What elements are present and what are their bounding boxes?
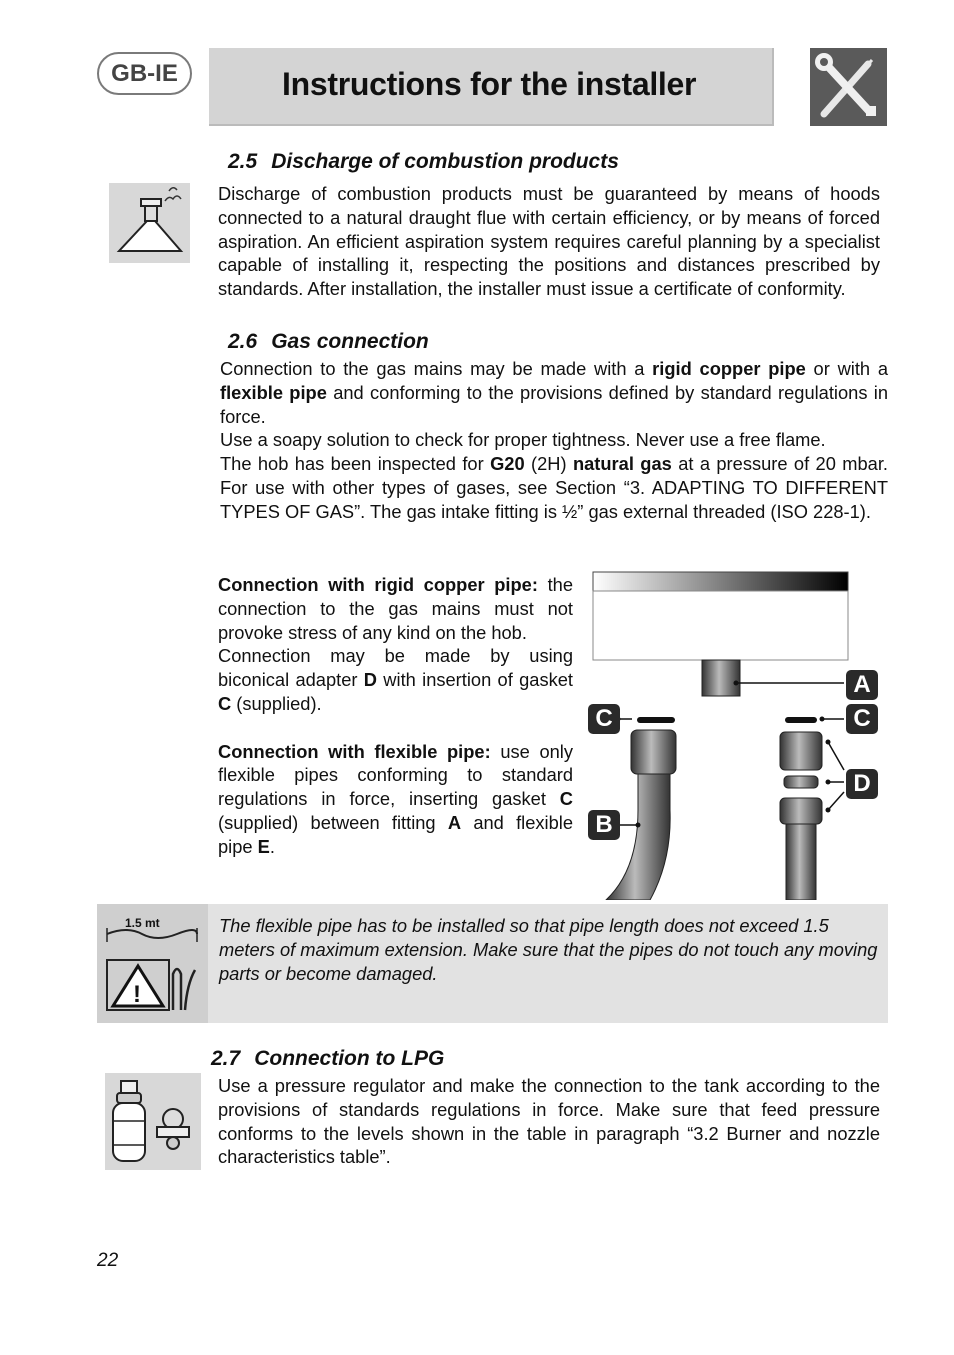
section-title: Connection to LPG bbox=[254, 1047, 445, 1070]
screwdriver-wrench-icon bbox=[810, 48, 887, 126]
gas-connection-diagram bbox=[588, 570, 888, 900]
section-2-5-heading bbox=[228, 150, 619, 174]
section-2-6-heading bbox=[228, 330, 429, 354]
paragraph: The hob has been inspected for G20 (2H) natural gas at a pressure of 20 mbar. For use with other types of gases, see Section “3. ADAPTING TO DIFFERENT TYPES OF GAS”. The gas intake fitting is ½” gas external threaded (ISO 228-1). bbox=[220, 453, 888, 522]
flexible-pipe-paragraph: Connection with flexible pipe: use only flexible pipes conforming to standard regulations in force, inserting gasket C (supplied) between fitting A and flexible pipe E. bbox=[218, 740, 573, 857]
section-2-7-heading bbox=[211, 1047, 444, 1071]
section-2-7-body bbox=[218, 1074, 880, 1169]
region-badge bbox=[97, 52, 192, 95]
connection-methods bbox=[218, 573, 573, 859]
region-badge-text: GB-IE bbox=[111, 60, 178, 87]
svg-text:!: ! bbox=[133, 981, 141, 1008]
paragraph: Use a pressure regulator and make the connection to the tank according to the provisions of standards regulations in force. Make sure that feed pressure conforms to the levels shown in the table in paragraph “3.2 Burner and nozzle characteristics table”. bbox=[218, 1075, 880, 1168]
icon-label: 1.5 mt bbox=[125, 916, 160, 930]
label-d: D bbox=[846, 769, 878, 799]
adapter-paragraph: Connection may be made by using biconical adapter D with insertion of gasket C (supplied). bbox=[218, 645, 573, 714]
paragraph: Connection to the gas mains may be made with a rigid copper pipe or with a flexible pipe and conforming to the provisions defined by standard regulations in force. bbox=[220, 358, 888, 427]
gas-cylinder-regulator-icon bbox=[105, 1073, 201, 1170]
paragraph: The flexible pipe has to be installed so that pipe length does not exceed 1.5 meters of maximum extension. Make sure that the pipes do not touch any moving parts or become damaged. bbox=[219, 915, 878, 984]
label-c-right: C bbox=[846, 704, 878, 734]
label-b: B bbox=[588, 810, 620, 840]
rigid-pipe-paragraph: Connection with rigid copper pipe: the connection to the gas mains must not provoke stress of any kind on the hob. bbox=[218, 574, 573, 643]
section-title: Discharge of combustion products bbox=[271, 150, 619, 173]
page-number: 22 bbox=[97, 1250, 119, 1271]
paragraph: Use a soapy solution to check for proper tightness. Never use a free flame. bbox=[220, 429, 826, 451]
section-number: 2.6 bbox=[228, 330, 258, 353]
section-title: Gas connection bbox=[271, 330, 429, 353]
label-a: A bbox=[846, 670, 878, 700]
note-text bbox=[219, 914, 881, 985]
warning-pipe-length-icon bbox=[97, 904, 208, 1023]
page-title: Instructions for the installer bbox=[282, 66, 697, 102]
section-2-6-body bbox=[220, 357, 888, 524]
extractor-hood-icon bbox=[109, 183, 190, 263]
section-number: 2.5 bbox=[228, 150, 258, 173]
label-c-left: C bbox=[588, 704, 620, 734]
section-2-5-body bbox=[218, 182, 880, 301]
paragraph: Discharge of combustion products must be guaranteed by means of hoods connected to a natural draught flue with certain efficiency, or by means of forced aspiration. An efficient aspiration system requires careful planning by a specialist capable of installing it, respecting the positions and distances prescribed by standards. After installation, the installer must issue a certificate of conformity. bbox=[218, 183, 880, 300]
section-number: 2.7 bbox=[211, 1047, 241, 1070]
